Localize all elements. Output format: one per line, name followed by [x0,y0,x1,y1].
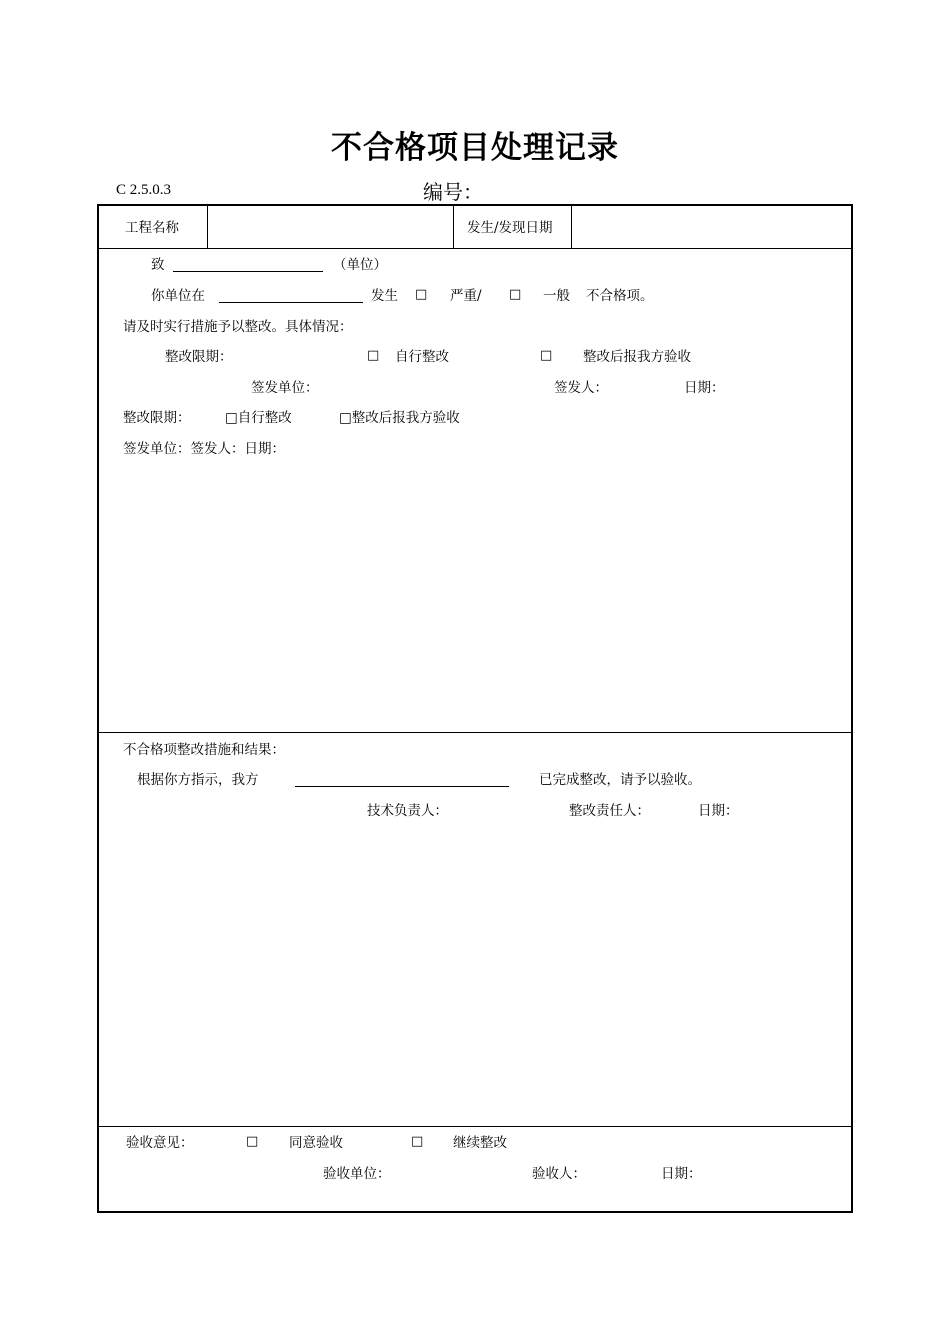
unit-at-label: 你单位在 [151,288,205,304]
occur-label: 发生 [371,288,398,304]
self-rectify-checkbox[interactable]: □ [367,348,380,363]
contractor-field[interactable] [295,786,509,787]
to-unit-field[interactable] [173,271,323,272]
agree-label: 同意验收 [289,1135,343,1151]
completed-text: 已完成整改，请予以验收。 [539,772,701,788]
request-text: 请及时实行措施予以整改。具体情况： [123,319,353,335]
report-acceptance-checkbox[interactable]: □ [540,348,553,363]
project-name-field[interactable] [213,220,447,238]
to-prefix: 致 [151,257,165,273]
deadline-label-alt: 整改限期： [123,410,191,426]
acceptance-opinion-label: 验收意见： [126,1135,194,1151]
record-form [97,204,853,1213]
tech-lead-label: 技术负责人： [367,803,448,819]
occurrence-date-field[interactable] [577,220,845,238]
general-label: 一般 [543,288,570,304]
report-acceptance-option[interactable]: □整改后报我方验收 [339,410,460,426]
issuer-label: 签发人： [554,380,608,396]
issue-date-label: 日期： [684,380,725,396]
acceptor-label: 验收人： [532,1166,586,1182]
to-suffix: （单位） [333,257,387,273]
document-code: C 2.5.0.3 [116,182,172,198]
occurrence-date-label: 发生/发现日期 [467,220,553,236]
general-checkbox[interactable]: □ [509,287,522,302]
acceptance-date-label: 日期： [661,1166,702,1182]
rectification-heading: 不合格项整改措施和结果： [123,742,285,758]
self-rectify-label: 自行整改 [395,349,449,365]
column-divider [571,206,572,248]
acceptance-unit-label: 验收单位： [323,1166,391,1182]
issuer-line: 签发单位：签发人：日期： [123,441,285,457]
according-text: 根据你方指示，我方 [137,772,259,788]
serious-checkbox[interactable]: □ [415,287,428,302]
document-title: 不合格项目处理记录 [331,130,619,166]
report-acceptance-label: 整改后报我方验收 [583,349,691,365]
agree-checkbox[interactable]: □ [246,1134,259,1149]
serious-label: 严重/ [450,288,482,304]
rectify-lead-label: 整改责任人： [569,803,650,819]
issuer-unit-label: 签发单位： [251,380,319,396]
row-divider [99,248,851,249]
location-field[interactable] [219,302,363,303]
section-divider [99,732,851,733]
continue-checkbox[interactable]: □ [411,1134,424,1149]
nonconformity-label: 不合格项。 [586,288,654,304]
continue-label: 继续整改 [453,1135,507,1151]
document-number-label: 编号： [423,180,483,204]
section-divider [99,1126,851,1127]
project-name-label: 工程名称 [125,220,179,236]
deadline-label: 整改限期： [165,349,233,365]
rectify-date-label: 日期： [698,803,739,819]
column-divider [453,206,454,248]
column-divider [207,206,208,248]
self-rectify-option[interactable]: □自行整改 [225,410,292,426]
